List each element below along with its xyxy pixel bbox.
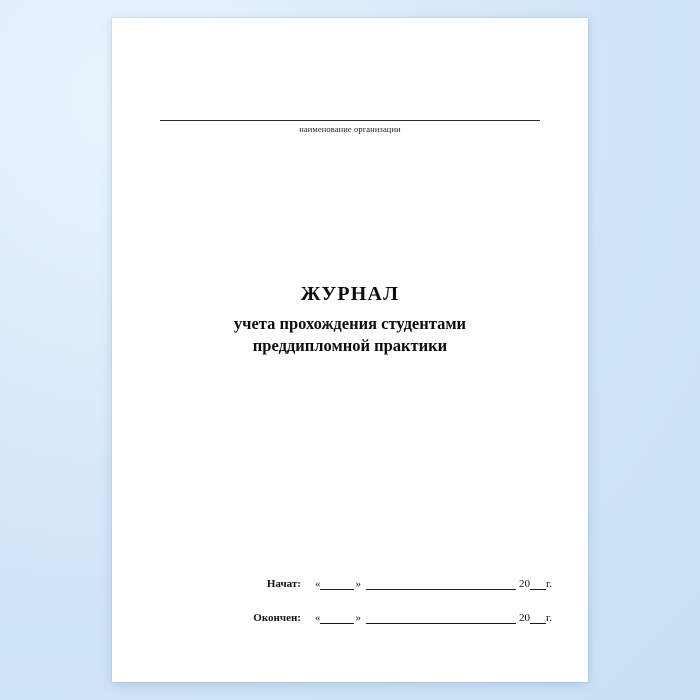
- end-year-prefix: 20: [518, 612, 530, 624]
- end-date-quote-close: »: [355, 612, 361, 624]
- start-year-suffix: г.: [545, 578, 552, 590]
- start-day-input[interactable]: [320, 578, 354, 590]
- end-year-suffix: г.: [545, 612, 552, 624]
- start-month-input[interactable]: [366, 578, 516, 590]
- title-main: ЖУРНАЛ: [300, 283, 400, 305]
- date-fields: [160, 578, 552, 646]
- organization-name-caption: наименование организации: [299, 124, 401, 134]
- title-subtitle-line-1: учета прохождения студентами: [233, 314, 467, 333]
- end-month-input[interactable]: [366, 612, 516, 624]
- start-date-quote-close: »: [355, 578, 361, 590]
- document-title: [150, 282, 550, 358]
- organization-name-rule: [160, 106, 540, 121]
- start-year-input[interactable]: [530, 578, 546, 590]
- end-date-quote-open: «: [314, 612, 321, 624]
- start-date-row: [160, 578, 552, 590]
- start-year-prefix: 20: [518, 578, 530, 590]
- end-day-input[interactable]: [320, 612, 354, 624]
- organization-name-field[interactable]: [160, 106, 540, 134]
- end-date-label: Окончен:: [253, 612, 301, 624]
- start-date-quote-open: «: [314, 578, 321, 590]
- title-subtitle-line-2: преддипломной практики: [252, 336, 448, 356]
- end-date-row: [160, 612, 552, 624]
- start-date-label: Начат:: [266, 578, 301, 590]
- end-year-input[interactable]: [530, 612, 546, 624]
- document-page: [112, 18, 588, 682]
